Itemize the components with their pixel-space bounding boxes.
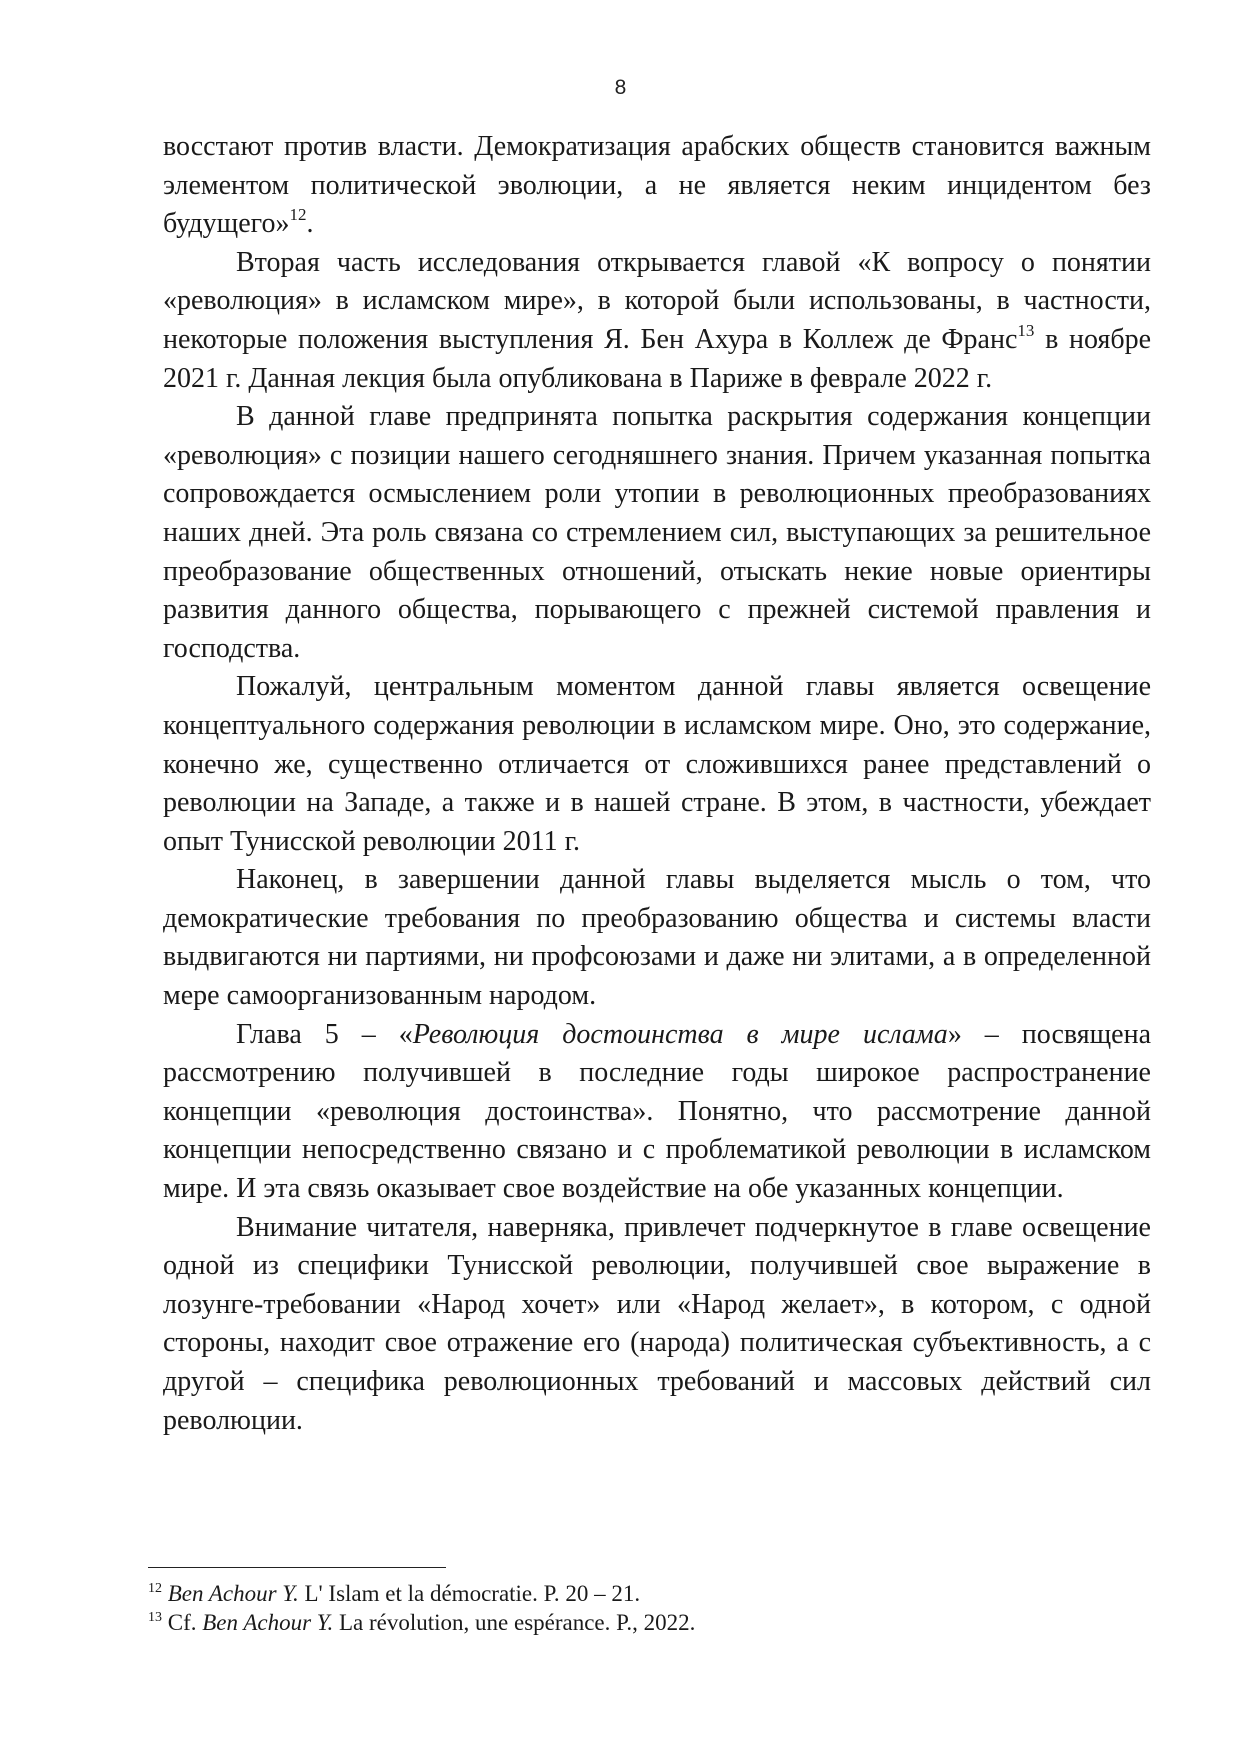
footnote-number: 13 [148, 1609, 162, 1625]
paragraph-1 [163, 128, 1151, 244]
paragraph-1-text: восстают против власти. Демократизация арабских обществ становится важным элементом политической эволюции, а не является неким инцидентом без будущего» [163, 131, 1151, 240]
footnote-text: L' Islam et la démocratie. P. 20 – 21. [298, 1581, 641, 1606]
footnote-number: 12 [148, 1581, 162, 1596]
footnotes [148, 1580, 1148, 1637]
page-number: 8 [614, 76, 627, 99]
paragraph-6-text: Глава 5 – « [236, 1018, 413, 1050]
paragraph-2-text: Вторая часть исследования открывается главой «К вопросу о понятии «революция» в исламском мире», в которой были использованы, в частности, некоторые положения выступления Я. Бен Ахура в Коллеж де Франс [163, 246, 1151, 355]
footnote-author: Ben Achour Y. [167, 1581, 299, 1606]
paragraph-2 [163, 244, 1151, 398]
paragraph-5: Наконец, в завершении данной главы выделяется мысль о том, что демократические требования по преобразованию общества и системы власти выдвигаются ни партиями, ни профсоюзами и даже ни элитами, а в определенной мере самоорганизованным народом. [163, 864, 1151, 1012]
footnote-12 [148, 1580, 1148, 1609]
footnote-ref-13[interactable]: 13 [1017, 320, 1035, 340]
paragraph-6-tail: » – посвящена рассмотрению получившей в последние годы широкое распространение концепции «революция достоинства». Понятно, что рассмотрение данной концепции непосредственно связано и с проблематикой революции в исламском мире. И эта связь оказывает свое воздействие на обе указанных концепции. [163, 1018, 1152, 1205]
footnote-ref-12[interactable]: 12 [289, 205, 307, 225]
footnote-prefix: Cf. [167, 1609, 203, 1635]
paragraph-6 [163, 1016, 1151, 1209]
footnote-13 [148, 1609, 1148, 1638]
paragraph-1-tail: . [306, 208, 314, 240]
chapter-title-italic: Революция достоинства в мире ислама [412, 1018, 948, 1050]
body-text [163, 128, 1151, 1440]
paragraph-2-tail: в ноябре 2021 г. Данная лекция была опубликована в Париже в феврале 2022 г. [163, 323, 1151, 394]
paragraph-4: Пожалуй, центральным моментом данной главы является освещение концептуального содержания революции в исламском мире. Оно, это содержание, конечно же, существенно отличается от сложившихся ранее представлений о революции на Западе, а также и в нашей стране. В этом, в частности, убеждает опыт Тунисской революции 2011 г. [163, 671, 1151, 857]
paragraph-3: В данной главе предпринята попытка раскрытия содержания концепции «революция» с позиции нашего сегодняшнего знания. Причем указанная попытка сопровождается осмыслением роли утопии в революционных преобразованиях наших дней. Эта роль связана со стремлением сил, выступающих за решительное преобразование общественных отношений, отыскать некие новые ориентиры развития данного общества, порывающего с прежней системой правления и господства. [163, 401, 1151, 664]
footnote-author: Ben Achour Y. [202, 1609, 334, 1635]
footnote-text: La révolution, une espérance. P., 2022. [333, 1609, 696, 1635]
paragraph-7: Внимание читателя, наверняка, привлечет подчеркнутое в главе освещение одной из специфики Тунисской революции, получившей свое выражение в лозунге-требовании «Народ хочет» или «Народ желает», в котором, с одной стороны, находит свое отражение его (народа) политическая субъективность, а с другой – специфика революционных требований и массовых действий сил революции. [163, 1211, 1151, 1436]
footnote-separator [148, 1567, 446, 1568]
